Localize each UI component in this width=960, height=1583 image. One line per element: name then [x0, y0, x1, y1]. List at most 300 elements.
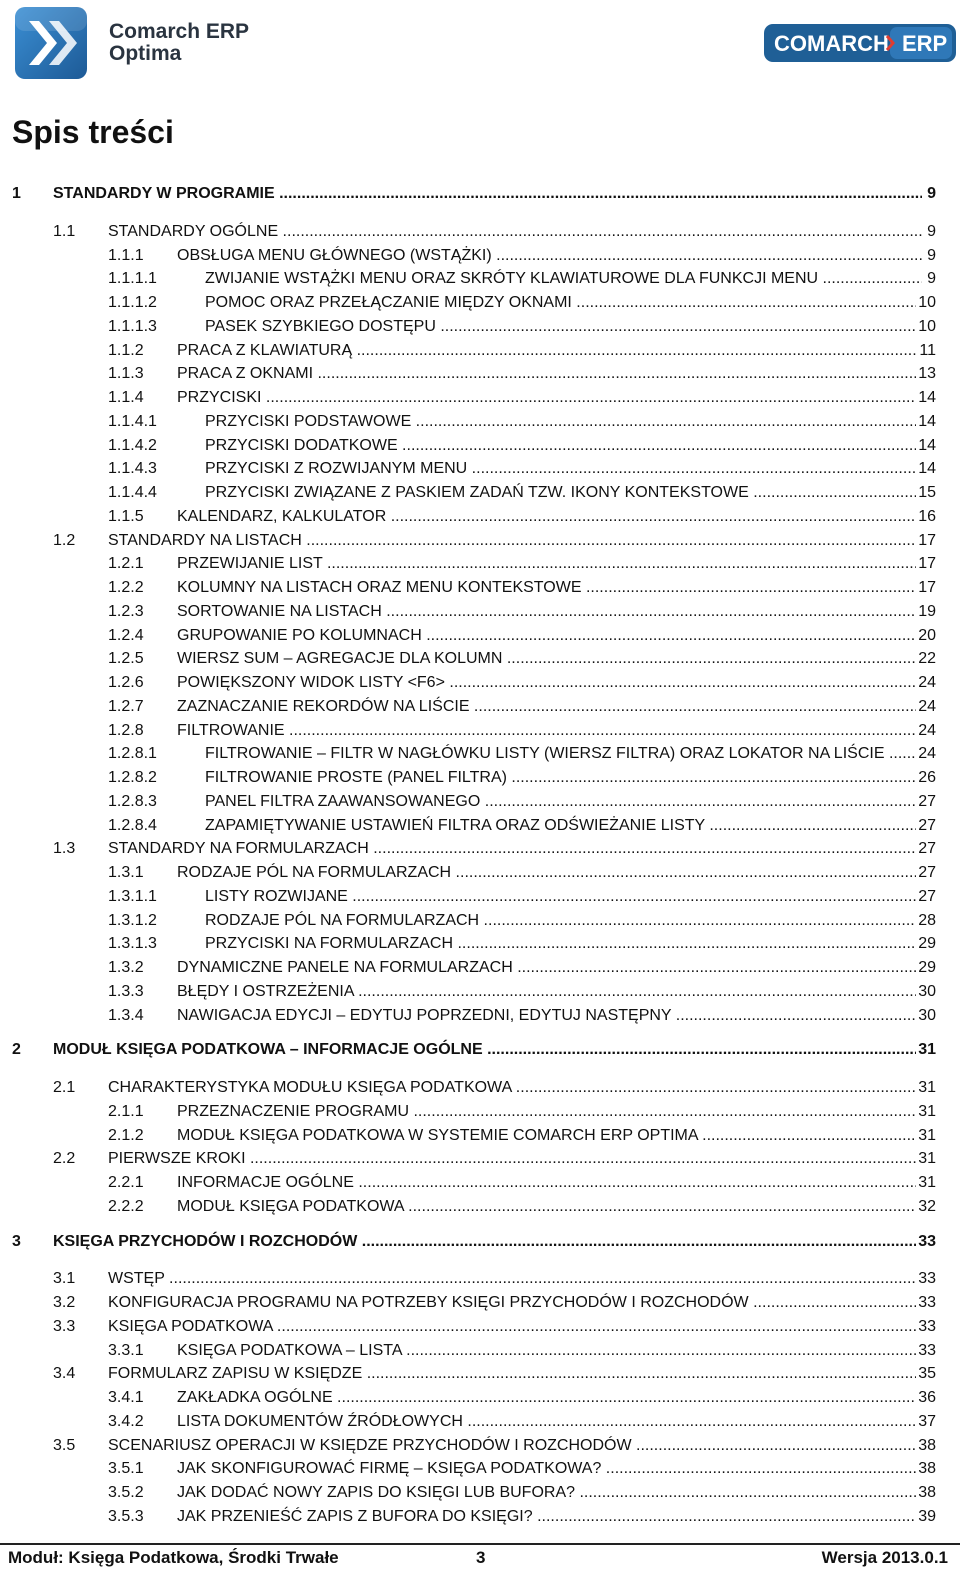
toc-dot-leader: [749, 484, 922, 501]
toc-entry-title: [177, 1506, 922, 1528]
toc-entry-page: 9: [925, 245, 936, 267]
toc-entry-number: 1.2: [53, 532, 76, 549]
toc-entry-title: [177, 1387, 922, 1409]
toc-entry[interactable]: [0, 387, 960, 409]
toc-entry-page: 29: [916, 957, 936, 979]
toc-entry-page: 38: [916, 1435, 936, 1457]
toc-entry-page: 27: [916, 838, 936, 860]
toc-entry-number: 1.2.5: [108, 650, 144, 667]
toc-entry-number: 2.1.1: [108, 1103, 144, 1120]
toc-dot-leader: [313, 365, 922, 382]
toc-entry-title-text: JAK DODAĆ NOWY ZAPIS DO KSIĘGI LUB BUFORA?: [177, 1484, 576, 1501]
toc-entry-title: [205, 743, 922, 765]
toc-entry-title: [177, 245, 922, 267]
toc-entry-number: 2.1.2: [108, 1127, 144, 1144]
toc-entry-number: 3.5: [53, 1437, 76, 1454]
toc-entry-page: 17: [916, 553, 936, 575]
toc-dot-leader: [411, 413, 922, 430]
toc-entry[interactable]: [0, 1506, 960, 1528]
toc-entry-page: 27: [916, 886, 936, 908]
toc-entry-title: [177, 577, 922, 599]
comarch-erp-optima-logo: [15, 7, 249, 79]
toc-entry-number: 1.1.1.1: [108, 270, 157, 287]
toc-entry-title-text: POMOC ORAZ PRZEŁĄCZANIE MIĘDZY OKNAMI: [205, 294, 572, 311]
toc-entry[interactable]: [0, 482, 960, 504]
toc-dot-leader: [333, 1389, 922, 1406]
toc-entry-number: 1.2.6: [108, 674, 144, 691]
toc-dot-leader: [165, 1270, 922, 1287]
toc-entry-title-text: MODUŁ KSIĘGA PODATKOWA – INFORMACJE OGÓLNE: [53, 1041, 483, 1058]
toc-entry-number: 3.3: [53, 1318, 76, 1335]
toc-dot-leader: [354, 983, 922, 1000]
toc-entry-page: 31: [916, 1172, 936, 1194]
toc-entry-title-text: JAK PRZENIEŚĆ ZAPIS Z BUFORA DO KSIĘGI?: [177, 1508, 533, 1525]
toc-entry[interactable]: [0, 767, 960, 789]
toc-entry-number: 1.3.3: [108, 983, 144, 1000]
footer-divider: [0, 1543, 960, 1545]
toc-entry-number: 1.2.8.2: [108, 769, 157, 786]
toc-dot-leader: [302, 532, 922, 549]
toc-entry-number: 2.2: [53, 1150, 76, 1167]
toc-entry-number: 2.2.1: [108, 1174, 144, 1191]
toc-entry-number: 1.2.8.1: [108, 745, 157, 762]
toc-entry-title-text: SCENARIUSZ OPERACJI W KSIĘDZE PRZYCHODÓW I ROZCHODÓW: [108, 1437, 632, 1454]
toc-entry-title: [177, 1411, 922, 1433]
toc-entry[interactable]: [0, 1077, 960, 1099]
toc-entry-number: 3.5.2: [108, 1484, 144, 1501]
toc-entry-title: [53, 1039, 922, 1061]
toc-entry-title: [177, 553, 922, 575]
toc-entry-title-text: MODUŁ KSIĘGA PODATKOWA: [177, 1198, 404, 1215]
toc-dot-leader: [436, 318, 922, 335]
toc-dot-leader: [402, 1342, 922, 1359]
toc-dot-leader: [357, 1233, 922, 1250]
toc-entry-title-text: PRZYCISKI DODATKOWE: [205, 437, 398, 454]
toc-entry-number: 3.4.2: [108, 1413, 144, 1430]
page-footer: [0, 1548, 960, 1572]
toc-entry-title-text: ZAZNACZANIE REKORDÓW NA LIŚCIE: [177, 698, 470, 715]
toc-entry-title: [108, 221, 922, 243]
comarch-chevron-logo-icon: [15, 7, 87, 79]
toc-entry[interactable]: [0, 1292, 960, 1314]
toc-dot-leader: [480, 793, 922, 810]
toc-dot-leader: [422, 627, 922, 644]
toc-entry-title: [177, 1196, 922, 1218]
toc-entry-title-text: MODUŁ KSIĘGA PODATKOWA W SYSTEMIE COMARCH ERP OPTIMA: [177, 1127, 698, 1144]
toc-entry-page: 9: [925, 221, 936, 243]
toc-entry-title: [177, 862, 922, 884]
toc-entry-number: 1.1.1.2: [108, 294, 157, 311]
toc-entry[interactable]: [0, 696, 960, 718]
toc-entry-title: [205, 815, 922, 837]
toc-entry-title-text: LISTY ROZWIJANE: [205, 888, 348, 905]
toc-entry-title-text: PIERWSZE KROKI: [108, 1150, 246, 1167]
toc-dot-leader: [398, 437, 922, 454]
toc-entry-title-text: WIERSZ SUM – AGREGACJE DLA KOLUMN: [177, 650, 503, 667]
toc-entry[interactable]: [0, 1231, 960, 1253]
toc-entry-page: 11: [917, 340, 936, 362]
toc-dot-leader: [818, 270, 922, 287]
toc-entry-title-text: SORTOWANIE NA LISTACH: [177, 603, 382, 620]
toc-entry[interactable]: [0, 268, 960, 290]
toc-entry-title-text: GRUPOWANIE PO KOLUMNACH: [177, 627, 422, 644]
toc-dot-leader: [285, 722, 922, 739]
toc-entry-title: [205, 458, 922, 480]
toc-dot-leader: [409, 1103, 922, 1120]
toc-dot-leader: [507, 769, 922, 786]
toc-entry-title: [205, 886, 922, 908]
toc-entry-page: 9: [925, 183, 936, 205]
toc-entry-number: 1.3.1.1: [108, 888, 157, 905]
toc-entry[interactable]: [0, 743, 960, 765]
toc-entry[interactable]: [0, 1482, 960, 1504]
toc-entry[interactable]: [0, 1125, 960, 1147]
toc-entry-page: 33: [916, 1231, 936, 1253]
toc-entry-title: [108, 1077, 922, 1099]
toc-entry-page: 37: [916, 1411, 936, 1433]
toc-entry-title-text: PASEK SZYBKIEGO DOSTĘPU: [205, 318, 436, 335]
toc-dot-leader: [354, 1174, 922, 1191]
toc-entry-number: 3.5.1: [108, 1460, 144, 1477]
toc-entry-title: [108, 1268, 922, 1290]
toc-entry[interactable]: [0, 672, 960, 694]
toc-dot-leader: [671, 1007, 922, 1024]
toc-entry[interactable]: [0, 1148, 960, 1170]
toc-entry-title-text: NAWIGACJA EDYCJI – EDYTUJ POPRZEDNI, EDYTUJ NASTĘPNY: [177, 1007, 672, 1024]
toc-entry-title: [205, 767, 922, 789]
toc-entry[interactable]: [0, 1387, 960, 1409]
toc-entry[interactable]: [0, 720, 960, 742]
toc-entry[interactable]: [0, 815, 960, 837]
toc-entry[interactable]: [0, 1101, 960, 1123]
toc-entry-number: 1.1.1: [108, 247, 144, 264]
toc-entry-title-text: FILTROWANIE: [177, 722, 285, 739]
toc-entry[interactable]: [0, 363, 960, 385]
toc-entry-page: 30: [916, 1005, 936, 1027]
toc-entry-page: 30: [916, 981, 936, 1003]
toc-entry-number: 2: [12, 1041, 21, 1058]
toc-entry-page: 31: [916, 1077, 936, 1099]
toc-entry-title: [205, 910, 922, 932]
toc-entry-number: 3.5.3: [108, 1508, 144, 1525]
toc-entry[interactable]: [0, 245, 960, 267]
toc-entry-page: 14: [916, 387, 936, 409]
toc-entry-page: 24: [916, 696, 936, 718]
toc-entry-title-text: CHARAKTERYSTYKA MODUŁU KSIĘGA PODATKOWA: [108, 1079, 512, 1096]
toc-entry-title: [108, 1292, 922, 1314]
toc-dot-leader: [511, 1079, 922, 1096]
toc-entry-title: [108, 1363, 922, 1385]
toc-entry-page: 26: [916, 767, 936, 789]
toc-entry-title-text: PRACA Z OKNAMI: [177, 365, 314, 382]
toc-entry-title-text: KOLUMNY NA LISTACH ORAZ MENU KONTEKSTOWE: [177, 579, 582, 596]
toc-entry-page: 22: [916, 648, 936, 670]
toc-entry-title-text: STANDARDY W PROGRAMIE: [53, 185, 275, 202]
toc-entry-page: 38: [916, 1482, 936, 1504]
toc-entry-number: 1.3.1: [108, 864, 144, 881]
toc-entry-title-text: BŁĘDY I OSTRZEŻENIA: [177, 983, 354, 1000]
toc-entry-title-text: KONFIGURACJA PROGRAMU NA POTRZEBY KSIĘGI PRZYCHODÓW I ROZCHODÓW: [108, 1294, 749, 1311]
toc-dot-leader: [483, 1041, 922, 1058]
toc-entry[interactable]: [0, 791, 960, 813]
toc-entry[interactable]: [0, 933, 960, 955]
toc-entry-number: 3.3.1: [108, 1342, 144, 1359]
toc-entry-page: 10: [916, 316, 936, 338]
toc-entry-title-text: PRZYCISKI ZWIĄZANE Z PASKIEM ZADAŃ TZW. IKONY KONTEKSTOWE: [205, 484, 749, 501]
toc-entry-title-text: KSIĘGA PODATKOWA – LISTA: [177, 1342, 402, 1359]
toc-entry-number: 1.3.4: [108, 1007, 144, 1024]
toc-entry-title: [177, 1172, 922, 1194]
toc-entry-number: 1.2.3: [108, 603, 144, 620]
toc-entry-title: [177, 1482, 922, 1504]
toc-entry-number: 1.1.4.4: [108, 484, 157, 501]
toc-entry-title: [108, 1148, 922, 1170]
toc-entry-number: 3.4.1: [108, 1389, 144, 1406]
toc-entry[interactable]: [0, 648, 960, 670]
toc-entry-number: 1.3.1.3: [108, 935, 157, 952]
toc-entry[interactable]: [0, 183, 960, 205]
toc-entry-title-text: KSIĘGA PRZYCHODÓW I ROZCHODÓW: [53, 1233, 358, 1250]
toc-entry-page: 32: [916, 1196, 936, 1218]
toc-entry-page: 39: [916, 1506, 936, 1528]
toc-entry-number: 1.2.2: [108, 579, 144, 596]
toc-entry-title-text: LISTA DOKUMENTÓW ŹRÓDŁOWYCH: [177, 1413, 463, 1430]
toc-entry[interactable]: [0, 862, 960, 884]
toc-entry-number: 2.1: [53, 1079, 76, 1096]
toc-entry-title-text: PRZYCISKI Z ROZWIJANYM MENU: [205, 460, 468, 477]
toc-entry[interactable]: [0, 292, 960, 314]
toc-entry-title: [108, 530, 922, 552]
toc-entry-number: 1.3: [53, 840, 76, 857]
toc-entry-title-text: KALENDARZ, KALKULATOR: [177, 508, 387, 525]
toc-entry-title: [177, 1125, 922, 1147]
toc-entry-title-text: PRZYCISKI: [177, 389, 262, 406]
toc-entry-title: [177, 1340, 922, 1362]
toc-entry-page: 17: [916, 577, 936, 599]
toc-entry-page: 31: [916, 1101, 936, 1123]
toc-entry-title: [177, 625, 922, 647]
toc-entry-title: [177, 648, 922, 670]
toc-entry-page: 36: [916, 1387, 936, 1409]
comarch-erp-badge-logo-icon: [764, 24, 956, 62]
toc-entry[interactable]: [0, 435, 960, 457]
toc-entry-title-text: FORMULARZ ZAPISU W KSIĘDZE: [108, 1365, 363, 1382]
toc-entry-number: 1.2.8: [108, 722, 144, 739]
toc-dot-leader: [502, 650, 922, 667]
toc-entry-title-text: DYNAMICZNE PANELE NA FORMULARZACH: [177, 959, 513, 976]
toc-entry-title-text: RODZAJE PÓL NA FORMULARZACH: [177, 864, 452, 881]
toc-entry-title-text: PRZEZNACZENIE PROGRAMU: [177, 1103, 410, 1120]
toc-entry-title-text: PRZEWIJANIE LIST: [177, 555, 323, 572]
toc-entry-page: 17: [916, 530, 936, 552]
toc-entry-title-text: INFORMACJE OGÓLNE: [177, 1174, 354, 1191]
toc-entry-number: 1.2.8.3: [108, 793, 157, 810]
toc-dot-leader: [533, 1508, 922, 1525]
toc-entry-title-text: WSTĘP: [108, 1270, 165, 1287]
toc-entry-title: [205, 268, 922, 290]
toc-entry-title-text: PRZYCISKI PODSTAWOWE: [205, 413, 412, 430]
toc-entry[interactable]: [0, 577, 960, 599]
toc-dot-leader: [369, 840, 922, 857]
toc-entry-page: 9: [925, 268, 936, 290]
toc-entry-page: 13: [916, 363, 936, 385]
toc-entry[interactable]: [0, 316, 960, 338]
toc-entry-page: 35: [916, 1363, 936, 1385]
toc-entry-page: 24: [916, 720, 936, 742]
toc-entry-page: 27: [916, 862, 936, 884]
toc-entry-title-text: FILTROWANIE PROSTE (PANEL FILTRA): [205, 769, 507, 786]
toc-entry-number: 1.1.3: [108, 365, 144, 382]
brand-line-1: Comarch ERP: [109, 20, 250, 43]
toc-dot-leader: [261, 389, 922, 406]
page-header: [0, 0, 960, 90]
toc-entry-number: 1.1.5: [108, 508, 144, 525]
toc-entry-number: 1.3.2: [108, 959, 144, 976]
toc-entry-number: 1.1.2: [108, 342, 144, 359]
toc-entry-page: 33: [916, 1292, 936, 1314]
footer-page-number: 3: [476, 1548, 486, 1567]
toc-entry-title: [177, 506, 922, 528]
toc-entry-title: [108, 1435, 922, 1457]
toc-entry-title-text: FILTROWANIE – FILTR W NAGŁÓWKU LISTY (WIERSZ FILTRA) ORAZ LOKATOR NA LIŚCIE: [205, 745, 885, 762]
toc-entry-title: [53, 1231, 922, 1253]
toc-dot-leader: [513, 959, 922, 976]
toc-entry-title-text: STANDARDY OGÓLNE: [108, 223, 279, 240]
toc-entry[interactable]: [0, 910, 960, 932]
toc-entry-title-text: STANDARDY NA LISTACH: [108, 532, 302, 549]
toc-entry-title: [177, 981, 922, 1003]
toc-entry[interactable]: [0, 1411, 960, 1433]
toc-entry-page: 14: [916, 458, 936, 480]
toc-entry-number: 2.2.2: [108, 1198, 144, 1215]
footer-module-name: Moduł: Księga Podatkowa, Środki Trwałe: [8, 1548, 339, 1567]
toc-entry-title: [205, 791, 922, 813]
toc-entry-number: 3.4: [53, 1365, 76, 1382]
toc-entry-title-text: PRZYCISKI NA FORMULARZACH: [205, 935, 454, 952]
toc-dot-leader: [246, 1150, 922, 1167]
toc-dot-leader: [479, 912, 922, 929]
toc-dot-leader: [323, 555, 922, 572]
toc-entry-title-text: PANEL FILTRA ZAAWANSOWANEGO: [205, 793, 481, 810]
toc-entry-page: 20: [916, 625, 936, 647]
toc-dot-leader: [278, 223, 922, 240]
toc-dot-leader: [272, 1318, 922, 1335]
toc-dot-leader: [749, 1294, 922, 1311]
toc-dot-leader: [582, 579, 922, 596]
toc-entry-title: [177, 340, 922, 362]
toc-entry-title-text: KSIĘGA PODATKOWA: [108, 1318, 273, 1335]
toc-entry-title-text: ZWIJANIE WSTĄŻKI MENU ORAZ SKRÓTY KLAWIATUROWE DLA FUNKCJI MENU: [205, 270, 819, 287]
toc-entry-page: 24: [916, 743, 936, 765]
toc-entry-title-text: ZAPAMIĘTYWANIE USTAWIEŃ FILTRA ORAZ ODŚWIEŻANIE LISTY: [205, 817, 705, 834]
toc-dot-leader: [463, 1413, 922, 1430]
toc-entry[interactable]: [0, 1435, 960, 1457]
badge-erp-text: ERP: [902, 31, 948, 56]
toc-entry[interactable]: [0, 458, 960, 480]
toc-entry[interactable]: [0, 1196, 960, 1218]
toc-entry[interactable]: [0, 1172, 960, 1194]
toc-entry[interactable]: [0, 506, 960, 528]
toc-entry[interactable]: [0, 1340, 960, 1362]
toc-entry-number: 1.3.1.2: [108, 912, 157, 929]
toc-entry[interactable]: [0, 886, 960, 908]
toc-entry[interactable]: [0, 1458, 960, 1480]
toc-entry-number: 3: [12, 1233, 21, 1250]
toc-entry-title: [108, 838, 922, 860]
toc-entry-page: 24: [916, 672, 936, 694]
toc-entry[interactable]: [0, 553, 960, 575]
toc-entry-title: [177, 1005, 922, 1027]
toc-entry[interactable]: [0, 1363, 960, 1385]
toc-entry-title: [177, 957, 922, 979]
toc-entry[interactable]: [0, 838, 960, 860]
toc-entry-number: 1.2.8.4: [108, 817, 157, 834]
toc-entry[interactable]: [0, 530, 960, 552]
toc-dot-leader: [632, 1437, 922, 1454]
toc-entry-number: 1.2.7: [108, 698, 144, 715]
toc-entry-title: [205, 411, 922, 433]
toc-entry-number: 1.1.4: [108, 389, 144, 406]
toc-entry[interactable]: [0, 221, 960, 243]
toc-entry[interactable]: [0, 411, 960, 433]
toc-entry[interactable]: [0, 625, 960, 647]
toc-entry-number: 3.1: [53, 1270, 76, 1287]
toc-dot-leader: [382, 603, 922, 620]
toc-entry-page: 19: [916, 601, 936, 623]
toc-entry-title: [177, 696, 922, 718]
toc-dot-leader: [469, 698, 922, 715]
toc-entry-page: 33: [916, 1316, 936, 1338]
toc-dot-leader: [451, 864, 922, 881]
toc-entry-title-text: RODZAJE PÓL NA FORMULARZACH: [205, 912, 480, 929]
toc-dot-leader: [352, 342, 922, 359]
toc-entry-title: [53, 183, 922, 205]
toc-entry-number: 1: [12, 185, 21, 202]
toc-entry[interactable]: [0, 601, 960, 623]
toc-entry-number: 1.1.1.3: [108, 318, 157, 335]
toc-entry-title: [177, 387, 922, 409]
toc-entry-page: 31: [916, 1039, 936, 1061]
toc-dot-leader: [404, 1198, 922, 1215]
toc-dot-leader: [572, 294, 922, 311]
toc-entry-title-text: OBSŁUGA MENU GŁÓWNEGO (WSTĄŻKI): [177, 247, 492, 264]
toc-dot-leader: [705, 817, 922, 834]
toc-entry-title-text: ZAKŁADKA OGÓLNE: [177, 1389, 333, 1406]
toc-entry[interactable]: [0, 957, 960, 979]
toc-entry-page: 14: [916, 411, 936, 433]
toc-entry[interactable]: [0, 340, 960, 362]
toc-entry[interactable]: [0, 1039, 960, 1061]
toc-entry-number: 1.2.4: [108, 627, 144, 644]
toc-dot-leader: [362, 1365, 922, 1382]
toc-entry[interactable]: [0, 1005, 960, 1027]
toc-entry[interactable]: [0, 981, 960, 1003]
toc-entry-number: 1.1: [53, 223, 76, 240]
toc-dot-leader: [492, 247, 922, 264]
toc-entry[interactable]: [0, 1268, 960, 1290]
toc-entry-number: 1.2.1: [108, 555, 144, 572]
toc-entry-number: 1.1.4.3: [108, 460, 157, 477]
toc-dot-leader: [275, 185, 922, 202]
toc-entry-page: 28: [916, 910, 936, 932]
brand-line-2: Optima: [109, 42, 182, 65]
toc-entry-title: [205, 292, 922, 314]
toc-entry[interactable]: [0, 1316, 960, 1338]
toc-entry-title: [205, 482, 922, 504]
toc-entry-page: 31: [916, 1125, 936, 1147]
toc-entry-title: [177, 672, 922, 694]
toc-entry-page: 31: [916, 1148, 936, 1170]
